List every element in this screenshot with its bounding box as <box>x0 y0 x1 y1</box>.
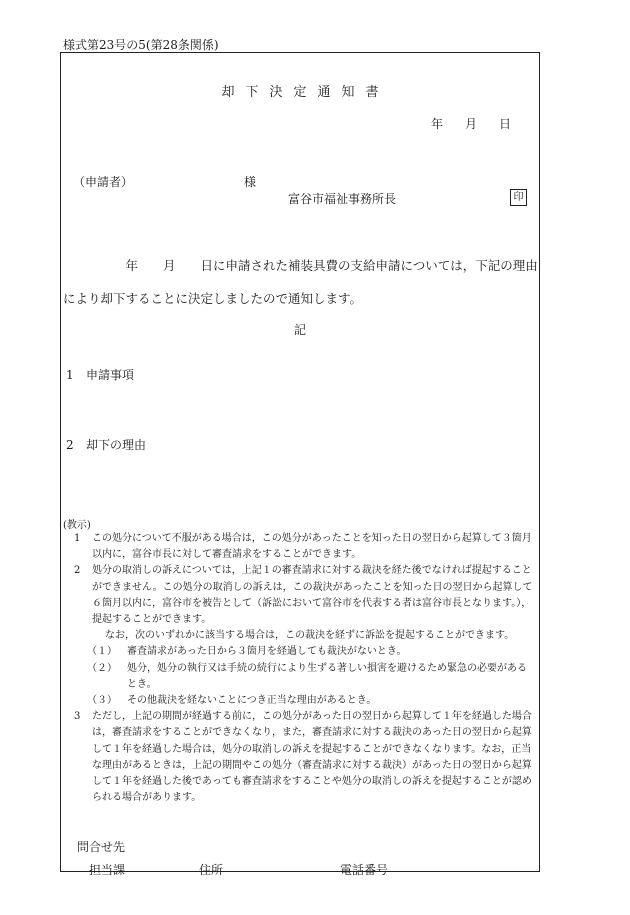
notice-item-text: この処分について不服がある場合は，この処分があったことを知った日の翌日から起算して３箇月以内に，富谷市長に対して審査請求をすることができます。 <box>92 533 532 561</box>
ki-heading: 記 <box>293 323 306 337</box>
document-title: 却下決定通知書 <box>221 85 390 100</box>
honorific: 様 <box>244 175 257 189</box>
issuer-name: 富谷市福祉事務所長 <box>288 192 397 206</box>
notice-item-number: 2 <box>74 565 81 577</box>
notice-subitem-number: （２） <box>87 662 117 674</box>
notice-item-text: 処分の取消しの訴えについては，上記１の審査請求に対する裁決を経た後でなければ提起することができません。この処分の取消しの訴えは，この裁決があったことを知った日の翌日から起算して６箇月以内に，富谷市を被告として（訴訟において富谷市を代表する者は富谷市長となります。），提起することができます。 <box>92 565 533 626</box>
notice-item-number: 1 <box>74 533 81 544</box>
section-label: 申請事項 <box>86 368 135 382</box>
contact-phone-label: 電話番号 <box>340 863 389 877</box>
notice-item-2 <box>61 563 541 628</box>
contact-department-label: 担当課 <box>89 863 126 877</box>
notice-subitem-3 <box>61 693 541 709</box>
applicant-label: （申請者） <box>73 175 134 189</box>
contact-address-label: 住所 <box>199 863 224 877</box>
date-line <box>431 115 511 132</box>
notice-item-1 <box>61 531 541 563</box>
notice-subitem-1 <box>61 644 541 660</box>
document-frame <box>60 52 540 877</box>
notice-subitem-text: その他裁決を経ないことにつき正当な理由があるとき。 <box>127 695 377 707</box>
seal-mark: 印 <box>510 189 527 206</box>
notice-heading: (教示) <box>63 520 91 531</box>
form-number-label: 様式第23号の5(第28条関係) <box>63 38 219 52</box>
date-year: 年 <box>431 117 444 131</box>
notice-subitem-text: 審査請求があった日から３箇月を経過しても裁決がないとき。 <box>127 646 407 658</box>
body-text: 年 月 日に申請された補装具費の支給申請については，下記の理由により却下することに決定しましたので通知します。 <box>63 258 538 306</box>
notice-block <box>61 531 541 806</box>
date-month: 月 <box>465 117 478 131</box>
date-day: 日 <box>499 117 512 131</box>
notice-subitem-2 <box>61 661 541 693</box>
section-number: 2 <box>66 438 74 452</box>
section-application-item <box>66 366 134 383</box>
notice-item-text: ただし，上記の期間が経過する前に，この処分があった日の翌日から起算して１年を経過した場合は，審査請求をすることができなくなり，また，審査請求に対する裁決のあった日の翌日から起算して１年を経過した場合は，処分の取消しの訴えを提起することができなくなります。なお，正当な理由があるときは，上記の期間やこの処分（審査請求に対する裁決）があった日の翌日から起算して１年を経過した後であっても審査請求をすることや処分の取消しの訴えを提起することが認められる場合があります。 <box>92 711 532 804</box>
notice-subitem-text: 処分，処分の執行又は手続の続行により生ずる著しい損害を避けるため緊急の必要があるとき。 <box>127 662 527 690</box>
notice-subitem-number: （１） <box>87 646 117 658</box>
notice-item-number: 3 <box>74 711 81 723</box>
notice-item-2-paragraph: なお，次のいずれかに該当する場合は，この裁決を経ずに訴訟を提起することができます。 <box>105 630 515 642</box>
contact-heading: 問合せ先 <box>77 840 126 854</box>
notice-item-3 <box>61 709 541 806</box>
notice-subitem-number: （３） <box>87 695 117 707</box>
section-label: 却下の理由 <box>86 438 147 452</box>
section-rejection-reason <box>66 436 146 453</box>
section-number: 1 <box>66 368 74 382</box>
